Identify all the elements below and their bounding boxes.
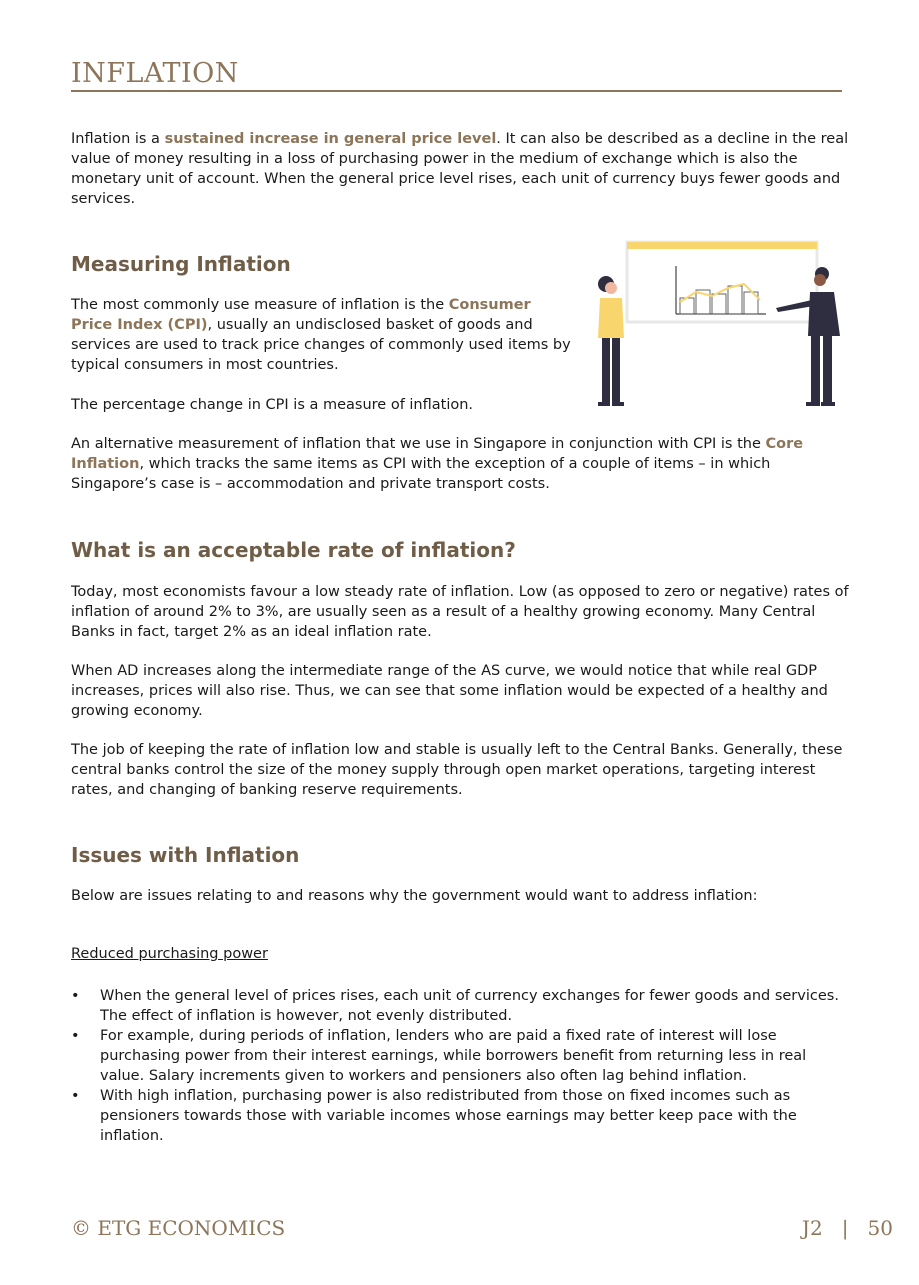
- intro-text-cont: . It can also be described as a decline in the real value of money resulting in a loss of purchasing power in the medium of exchange which is also the monetary unit of account. When the general price level rises, each unit of currency buys fewer goods and services.: [71, 131, 849, 207]
- acceptable-paragraph-3: The job of keeping the rate of inflation low and stable is usually left to the Central Banks. Generally, these central banks control the size of the money supply through open market operations, targeting interest rates, and changing of banking reserve requirements.: [71, 742, 843, 798]
- footer-page-number: J2 | 50: [801, 1216, 893, 1240]
- bullet-icon: •: [71, 988, 80, 1004]
- list-item: [71, 986, 846, 1026]
- issues-intro: Below are issues relating to and reasons why the government would want to address inflation:: [71, 888, 758, 904]
- intro-text: Inflation is a: [71, 131, 165, 147]
- core-text: An alternative measurement of inflation that we use in Singapore in conjunction with CPI is the: [71, 436, 766, 452]
- bullet-text: For example, during periods of inflation, lenders who are paid a fixed rate of interest will lose purchasing power from their interest earnings, while borrowers benefit from returning less in real value. Salary increments given to workers and pensioners also often lag behind inflation.: [100, 1028, 807, 1084]
- page-title: INFLATION: [71, 58, 239, 89]
- presentation-chart-illustration: [590, 236, 860, 416]
- acceptable-paragraph-2: When AD increases along the intermediate range of the AS curve, we would notice that while real GDP increases, prices will also rise. Thus, we can see that some inflation would be expected of a healthy and growing economy.: [71, 663, 828, 719]
- cpi-highlight: Consumer Price Index (CPI): [71, 297, 531, 333]
- bullet-icon: •: [71, 1088, 80, 1104]
- issues-bullet-list: [71, 986, 846, 1146]
- intro-paragraph: [71, 129, 851, 209]
- measuring-text: The most commonly use measure of inflation is the: [71, 297, 449, 313]
- measuring-paragraph-3: [71, 434, 851, 494]
- list-item: [71, 1086, 846, 1146]
- intro-highlight: sustained increase in general price level: [164, 131, 497, 147]
- list-item: [71, 1026, 846, 1086]
- bullet-text: With high inflation, purchasing power is also redistributed from those on fixed incomes such as pensioners towards those with variable incomes whose earnings may better keep pace with the inflation.: [100, 1088, 797, 1144]
- reduced-purchasing-power-subheading: Reduced purchasing power: [71, 946, 268, 962]
- footer-copyright: © ETG ECONOMICS: [71, 1216, 286, 1240]
- issues-heading: Issues with Inflation: [71, 843, 300, 867]
- acceptable-rate-heading: What is an acceptable rate of inflation?: [71, 538, 516, 562]
- measuring-heading: Measuring Inflation: [71, 252, 291, 276]
- acceptable-paragraph-1: Today, most economists favour a low steady rate of inflation. Low (as opposed to zero or negative) rates of inflation of around 2% to 3%, are usually seen as a result of a healthy growing economy. Many Central Banks in fact, target 2% as an ideal inflation rate.: [71, 584, 849, 640]
- core-inflation-highlight: Core Inflation: [71, 436, 804, 472]
- core-text-cont: , which tracks the same items as CPI with the exception of a couple of items – in which Singapore’s case is – accommodation and private transport costs.: [71, 456, 771, 492]
- measuring-paragraph-2: The percentage change in CPI is a measure of inflation.: [71, 397, 474, 413]
- bullet-icon: •: [71, 1028, 80, 1044]
- measuring-text-cont: , usually an undisclosed basket of goods and services are used to track price changes of commonly used items by typical consumers in most countries.: [71, 317, 571, 373]
- title-divider: [71, 90, 842, 92]
- measuring-paragraph-1: [71, 295, 571, 375]
- bullet-text: When the general level of prices rises, each unit of currency exchanges for fewer goods and services. The effect of inflation is however, not evenly distributed.: [100, 988, 839, 1024]
